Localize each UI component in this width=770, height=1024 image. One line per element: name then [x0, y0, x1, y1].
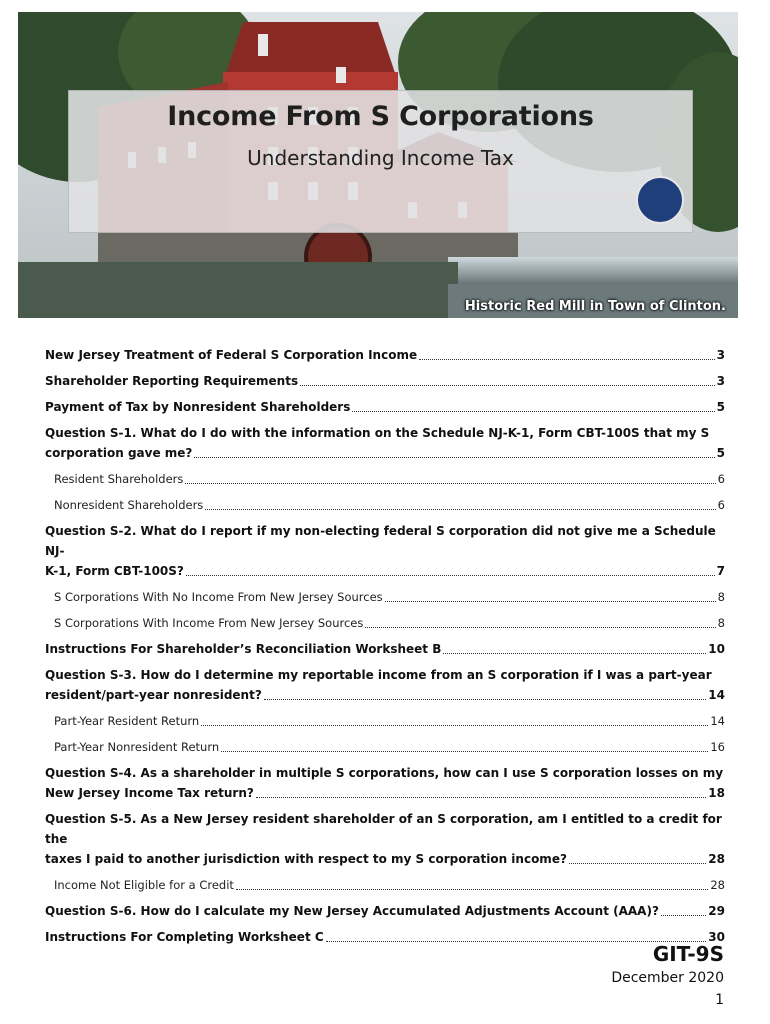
toc-entry-text: New Jersey Treatment of Federal S Corporation Income: [45, 348, 418, 362]
toc-page-number: 7: [716, 564, 725, 578]
dot-leader: [194, 457, 714, 458]
toc-entry-text: corporation gave me?: [45, 446, 193, 460]
toc-entry-text: K-1, Form CBT-100S?: [45, 564, 184, 578]
toc-page-number: 3: [716, 374, 725, 388]
toc-page-number: 6: [717, 472, 725, 486]
toc-entry[interactable]: [45, 737, 725, 757]
toc-page-number: 14: [710, 714, 725, 728]
dot-leader: [326, 941, 707, 942]
toc-entry[interactable]: [45, 639, 725, 659]
photo-caption: Historic Red Mill in Town of Clinton.: [464, 299, 726, 314]
toc-entry[interactable]: [45, 875, 725, 895]
document-title: Income From S Corporations: [167, 101, 594, 132]
toc-entry-text: Question S-4. As a shareholder in multiple S corporations, how can I use S corporation losses on my: [45, 766, 724, 780]
nj-seal-icon: [636, 176, 684, 224]
toc-entry-text: resident/part-year nonresident?: [45, 688, 262, 702]
toc-page-number: 8: [717, 616, 725, 630]
toc-page-number: 14: [708, 688, 725, 702]
toc-entry-text: Part-Year Resident Return: [54, 714, 200, 728]
toc-entry[interactable]: [45, 901, 725, 921]
toc-entry-text: Part-Year Nonresident Return: [54, 740, 220, 754]
publication-date: December 2020: [611, 970, 724, 986]
toc-page-number: 29: [708, 904, 725, 918]
toc-page-number: 30: [708, 930, 725, 944]
toc-entry[interactable]: [45, 665, 725, 705]
toc-entry[interactable]: [45, 587, 725, 607]
toc-page-number: 8: [717, 590, 725, 604]
dot-leader: [365, 627, 715, 628]
document-subtitle: Understanding Income Tax: [247, 146, 514, 170]
toc-entry[interactable]: [45, 809, 725, 869]
dot-leader: [221, 751, 708, 752]
toc-entry-text: taxes I paid to another jurisdiction with respect to my S corporation income?: [45, 852, 567, 866]
toc-entry-text: Income Not Eligible for a Credit: [54, 878, 234, 892]
dot-leader: [569, 863, 706, 864]
toc-page-number: 5: [716, 446, 725, 460]
toc-entry-text: Shareholder Reporting Requirements: [45, 374, 299, 388]
toc-entry[interactable]: [45, 423, 725, 463]
toc-entry-text: S Corporations With No Income From New Jersey Sources: [54, 590, 383, 604]
toc-entry-text: Payment of Tax by Nonresident Shareholders: [45, 400, 351, 414]
toc-entry-text: Instructions For Shareholder’s Reconciliation Worksheet B: [45, 642, 442, 656]
dot-leader: [256, 797, 706, 798]
toc-entry-text: Nonresident Shareholders: [54, 498, 204, 512]
toc-entry[interactable]: [45, 763, 725, 803]
toc-page-number: 6: [717, 498, 725, 512]
toc-page-number: 28: [708, 852, 725, 866]
toc-entry-text: Question S-1. What do I do with the information on the Schedule NJ-K-1, Form CBT-100S that my S: [45, 426, 710, 440]
toc-entry[interactable]: [45, 469, 725, 489]
toc-entry-text: Question S-6. How do I calculate my New Jersey Accumulated Adjustments Account (AAA)?: [45, 904, 659, 918]
toc-entry[interactable]: [45, 521, 725, 581]
toc-page-number: 10: [708, 642, 725, 656]
toc-entry-text: Instructions For Completing Worksheet C: [45, 930, 324, 944]
toc-entry[interactable]: [45, 397, 725, 417]
dot-leader: [419, 359, 715, 360]
toc-entry-text: S Corporations With Income From New Jersey Sources: [54, 616, 364, 630]
dot-leader: [185, 483, 715, 484]
toc-entry[interactable]: [45, 613, 725, 633]
dot-leader: [352, 411, 714, 412]
toc-entry[interactable]: [45, 711, 725, 731]
toc-entry-text: New Jersey Income Tax return?: [45, 786, 254, 800]
dot-leader: [385, 601, 716, 602]
toc-entry-text: Question S-2. What do I report if my non-electing federal S corporation did not give me a Schedule NJ-: [45, 524, 716, 558]
toc-entry[interactable]: [45, 927, 725, 947]
dot-leader: [300, 385, 715, 386]
dot-leader: [443, 653, 706, 654]
toc-page-number: 3: [716, 348, 725, 362]
dot-leader: [201, 725, 708, 726]
toc-page-number: 5: [716, 400, 725, 414]
toc-entry[interactable]: [45, 495, 725, 515]
dot-leader: [186, 575, 715, 576]
toc-page-number: 16: [710, 740, 725, 754]
publication-code: GIT-9S: [652, 942, 724, 966]
toc-entry[interactable]: [45, 371, 725, 391]
dot-leader: [661, 915, 706, 916]
toc-entry-text: Question S-3. How do I determine my reportable income from an S corporation if I was a part-year: [45, 668, 712, 682]
toc-entry[interactable]: [45, 345, 725, 365]
table-of-contents: [45, 345, 725, 953]
title-banner: [68, 90, 693, 233]
dot-leader: [236, 889, 708, 890]
dot-leader: [205, 509, 715, 510]
page-number: 1: [715, 992, 724, 1008]
toc-entry-text: Question S-5. As a New Jersey resident shareholder of an S corporation, am I entitled to a credit for the: [45, 812, 722, 846]
toc-entry-text: Resident Shareholders: [54, 472, 184, 486]
toc-page-number: 28: [710, 878, 725, 892]
dot-leader: [264, 699, 707, 700]
toc-page-number: 18: [708, 786, 725, 800]
